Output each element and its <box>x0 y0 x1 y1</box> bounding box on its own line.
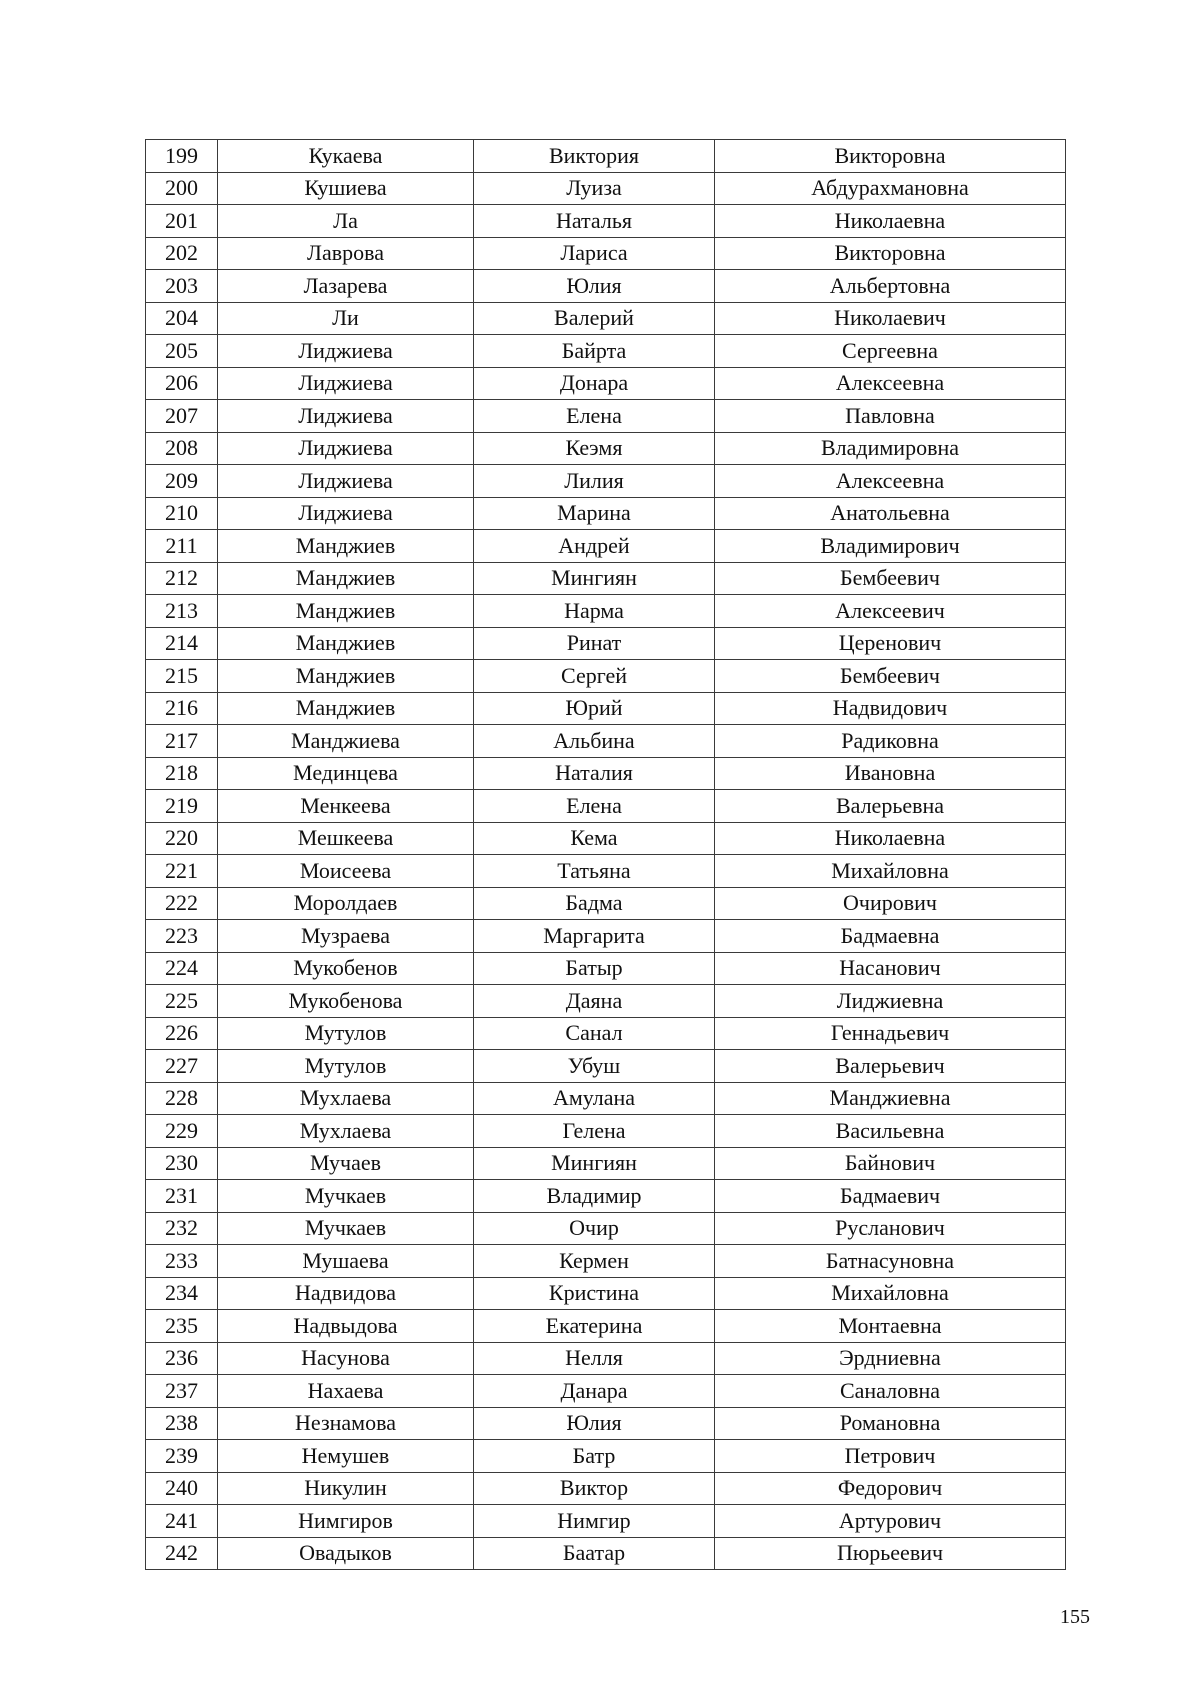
last-name-cell: Манджиев <box>218 562 474 595</box>
first-name-cell: Ринат <box>474 627 715 660</box>
last-name-cell: Незнамова <box>218 1407 474 1440</box>
patronymic-cell: Бембеевич <box>715 562 1066 595</box>
first-name-cell: Марина <box>474 497 715 530</box>
table-row <box>146 432 1066 465</box>
table-row <box>146 562 1066 595</box>
table-row <box>146 1277 1066 1310</box>
patronymic-cell: Бадмаевна <box>715 920 1066 953</box>
patronymic-cell: Ивановна <box>715 757 1066 790</box>
last-name-cell: Мушаева <box>218 1245 474 1278</box>
patronymic-cell: Валерьевна <box>715 790 1066 823</box>
row-number-cell: 200 <box>146 172 218 205</box>
patronymic-cell: Федорович <box>715 1472 1066 1505</box>
row-number-cell: 201 <box>146 205 218 238</box>
last-name-cell: Лиджиева <box>218 335 474 368</box>
first-name-cell: Виктор <box>474 1472 715 1505</box>
last-name-cell: Лазарева <box>218 270 474 303</box>
table-row <box>146 757 1066 790</box>
table-row <box>146 1310 1066 1343</box>
table-row <box>146 1440 1066 1473</box>
first-name-cell: Мингиян <box>474 562 715 595</box>
row-number-cell: 219 <box>146 790 218 823</box>
patronymic-cell: Алексеевна <box>715 367 1066 400</box>
table-row <box>146 497 1066 530</box>
table-row <box>146 1407 1066 1440</box>
row-number-cell: 238 <box>146 1407 218 1440</box>
table-row <box>146 367 1066 400</box>
row-number-cell: 236 <box>146 1342 218 1375</box>
table-row <box>146 1050 1066 1083</box>
last-name-cell: Ла <box>218 205 474 238</box>
last-name-cell: Моисеева <box>218 855 474 888</box>
row-number-cell: 234 <box>146 1277 218 1310</box>
last-name-cell: Мучкаев <box>218 1212 474 1245</box>
row-number-cell: 228 <box>146 1082 218 1115</box>
last-name-cell: Нимгиров <box>218 1505 474 1538</box>
first-name-cell: Кема <box>474 822 715 855</box>
first-name-cell: Батыр <box>474 952 715 985</box>
last-name-cell: Кушиева <box>218 172 474 205</box>
last-name-cell: Мешкеева <box>218 822 474 855</box>
patronymic-cell: Михайловна <box>715 855 1066 888</box>
last-name-cell: Кукаева <box>218 140 474 173</box>
table-row <box>146 302 1066 335</box>
last-name-cell: Лаврова <box>218 237 474 270</box>
first-name-cell: Кеэмя <box>474 432 715 465</box>
patronymic-cell: Николаевич <box>715 302 1066 335</box>
last-name-cell: Нахаева <box>218 1375 474 1408</box>
first-name-cell: Кермен <box>474 1245 715 1278</box>
last-name-cell: Манджиев <box>218 627 474 660</box>
row-number-cell: 202 <box>146 237 218 270</box>
table-row <box>146 627 1066 660</box>
row-number-cell: 203 <box>146 270 218 303</box>
table-row <box>146 1147 1066 1180</box>
first-name-cell: Альбина <box>474 725 715 758</box>
table-row <box>146 985 1066 1018</box>
first-name-cell: Луиза <box>474 172 715 205</box>
first-name-cell: Юрий <box>474 692 715 725</box>
table-row <box>146 1505 1066 1538</box>
patronymic-cell: Алексеевна <box>715 465 1066 498</box>
table-row <box>146 465 1066 498</box>
patronymic-cell: Михайловна <box>715 1277 1066 1310</box>
row-number-cell: 226 <box>146 1017 218 1050</box>
patronymic-cell: Радиковна <box>715 725 1066 758</box>
first-name-cell: Сергей <box>474 660 715 693</box>
first-name-cell: Татьяна <box>474 855 715 888</box>
patronymic-cell: Очирович <box>715 887 1066 920</box>
first-name-cell: Елена <box>474 790 715 823</box>
row-number-cell: 212 <box>146 562 218 595</box>
patronymic-cell: Валерьевич <box>715 1050 1066 1083</box>
table-row <box>146 237 1066 270</box>
row-number-cell: 220 <box>146 822 218 855</box>
last-name-cell: Манджиев <box>218 595 474 628</box>
last-name-cell: Менкеева <box>218 790 474 823</box>
row-number-cell: 231 <box>146 1180 218 1213</box>
patronymic-cell: Батнасуновна <box>715 1245 1066 1278</box>
row-number-cell: 222 <box>146 887 218 920</box>
last-name-cell: Мухлаева <box>218 1082 474 1115</box>
row-number-cell: 209 <box>146 465 218 498</box>
last-name-cell: Мутулов <box>218 1017 474 1050</box>
row-number-cell: 215 <box>146 660 218 693</box>
first-name-cell: Убуш <box>474 1050 715 1083</box>
first-name-cell: Валерий <box>474 302 715 335</box>
patronymic-cell: Владимирович <box>715 530 1066 563</box>
last-name-cell: Мухлаева <box>218 1115 474 1148</box>
last-name-cell: Мединцева <box>218 757 474 790</box>
first-name-cell: Юлия <box>474 1407 715 1440</box>
last-name-cell: Мутулов <box>218 1050 474 1083</box>
row-number-cell: 237 <box>146 1375 218 1408</box>
table-row <box>146 1212 1066 1245</box>
row-number-cell: 208 <box>146 432 218 465</box>
patronymic-cell: Алексеевич <box>715 595 1066 628</box>
first-name-cell: Даяна <box>474 985 715 1018</box>
table-row <box>146 400 1066 433</box>
row-number-cell: 211 <box>146 530 218 563</box>
row-number-cell: 207 <box>146 400 218 433</box>
last-name-cell: Лиджиева <box>218 465 474 498</box>
patronymic-cell: Петрович <box>715 1440 1066 1473</box>
patronymic-cell: Абдурахмановна <box>715 172 1066 205</box>
table-row <box>146 1537 1066 1570</box>
first-name-cell: Нарма <box>474 595 715 628</box>
patronymic-cell: Викторовна <box>715 140 1066 173</box>
row-number-cell: 216 <box>146 692 218 725</box>
row-number-cell: 218 <box>146 757 218 790</box>
table-row <box>146 692 1066 725</box>
table-row <box>146 1342 1066 1375</box>
first-name-cell: Баатар <box>474 1537 715 1570</box>
table-row <box>146 595 1066 628</box>
patronymic-cell: Геннадьевич <box>715 1017 1066 1050</box>
first-name-cell: Елена <box>474 400 715 433</box>
row-number-cell: 241 <box>146 1505 218 1538</box>
table-row <box>146 270 1066 303</box>
patronymic-cell: Сергеевна <box>715 335 1066 368</box>
first-name-cell: Нелля <box>474 1342 715 1375</box>
last-name-cell: Мучаев <box>218 1147 474 1180</box>
last-name-cell: Лиджиева <box>218 367 474 400</box>
last-name-cell: Манджиев <box>218 692 474 725</box>
first-name-cell: Юлия <box>474 270 715 303</box>
patronymic-cell: Николаевна <box>715 205 1066 238</box>
last-name-cell: Мукобенов <box>218 952 474 985</box>
table-row <box>146 335 1066 368</box>
last-name-cell: Лиджиева <box>218 497 474 530</box>
row-number-cell: 242 <box>146 1537 218 1570</box>
row-number-cell: 217 <box>146 725 218 758</box>
row-number-cell: 233 <box>146 1245 218 1278</box>
row-number-cell: 239 <box>146 1440 218 1473</box>
table-row <box>146 887 1066 920</box>
last-name-cell: Мукобенова <box>218 985 474 1018</box>
table-row <box>146 205 1066 238</box>
table-row <box>146 1017 1066 1050</box>
row-number-cell: 210 <box>146 497 218 530</box>
last-name-cell: Лиджиева <box>218 400 474 433</box>
patronymic-cell: Саналовна <box>715 1375 1066 1408</box>
page-number: 155 <box>1060 1606 1090 1628</box>
first-name-cell: Наталья <box>474 205 715 238</box>
table-row <box>146 660 1066 693</box>
first-name-cell: Донара <box>474 367 715 400</box>
row-number-cell: 227 <box>146 1050 218 1083</box>
last-name-cell: Надвыдова <box>218 1310 474 1343</box>
table-row <box>146 1375 1066 1408</box>
first-name-cell: Бадма <box>474 887 715 920</box>
patronymic-cell: Лиджиевна <box>715 985 1066 1018</box>
last-name-cell: Ли <box>218 302 474 335</box>
patronymic-cell: Надвидович <box>715 692 1066 725</box>
table-row <box>146 790 1066 823</box>
patronymic-cell: Альбертовна <box>715 270 1066 303</box>
patronymic-cell: Русланович <box>715 1212 1066 1245</box>
row-number-cell: 205 <box>146 335 218 368</box>
last-name-cell: Никулин <box>218 1472 474 1505</box>
row-number-cell: 224 <box>146 952 218 985</box>
last-name-cell: Овадыков <box>218 1537 474 1570</box>
names-table <box>145 139 1066 1570</box>
patronymic-cell: Павловна <box>715 400 1066 433</box>
row-number-cell: 199 <box>146 140 218 173</box>
table-row <box>146 1115 1066 1148</box>
first-name-cell: Батр <box>474 1440 715 1473</box>
table-row <box>146 1180 1066 1213</box>
patronymic-cell: Артурович <box>715 1505 1066 1538</box>
patronymic-cell: Эрдниевна <box>715 1342 1066 1375</box>
first-name-cell: Данара <box>474 1375 715 1408</box>
last-name-cell: Немушев <box>218 1440 474 1473</box>
last-name-cell: Надвидова <box>218 1277 474 1310</box>
row-number-cell: 229 <box>146 1115 218 1148</box>
patronymic-cell: Церенович <box>715 627 1066 660</box>
row-number-cell: 206 <box>146 367 218 400</box>
first-name-cell: Лариса <box>474 237 715 270</box>
table-row <box>146 1082 1066 1115</box>
last-name-cell: Манджиева <box>218 725 474 758</box>
last-name-cell: Моролдаев <box>218 887 474 920</box>
table-row <box>146 920 1066 953</box>
last-name-cell: Музраева <box>218 920 474 953</box>
table-row <box>146 530 1066 563</box>
row-number-cell: 232 <box>146 1212 218 1245</box>
last-name-cell: Мучкаев <box>218 1180 474 1213</box>
last-name-cell: Насунова <box>218 1342 474 1375</box>
row-number-cell: 230 <box>146 1147 218 1180</box>
first-name-cell: Екатерина <box>474 1310 715 1343</box>
first-name-cell: Наталия <box>474 757 715 790</box>
first-name-cell: Виктория <box>474 140 715 173</box>
first-name-cell: Андрей <box>474 530 715 563</box>
patronymic-cell: Бадмаевич <box>715 1180 1066 1213</box>
first-name-cell: Байрта <box>474 335 715 368</box>
patronymic-cell: Николаевна <box>715 822 1066 855</box>
last-name-cell: Манджиев <box>218 660 474 693</box>
last-name-cell: Манджиев <box>218 530 474 563</box>
patronymic-cell: Монтаевна <box>715 1310 1066 1343</box>
table-row <box>146 725 1066 758</box>
table-row <box>146 855 1066 888</box>
table-row <box>146 140 1066 173</box>
first-name-cell: Мингиян <box>474 1147 715 1180</box>
table-row <box>146 1245 1066 1278</box>
table-row <box>146 822 1066 855</box>
row-number-cell: 240 <box>146 1472 218 1505</box>
first-name-cell: Кристина <box>474 1277 715 1310</box>
patronymic-cell: Викторовна <box>715 237 1066 270</box>
first-name-cell: Маргарита <box>474 920 715 953</box>
table-row <box>146 1472 1066 1505</box>
first-name-cell: Владимир <box>474 1180 715 1213</box>
row-number-cell: 223 <box>146 920 218 953</box>
table-row <box>146 172 1066 205</box>
patronymic-cell: Пюрьеевич <box>715 1537 1066 1570</box>
first-name-cell: Санал <box>474 1017 715 1050</box>
table-row <box>146 952 1066 985</box>
row-number-cell: 221 <box>146 855 218 888</box>
row-number-cell: 235 <box>146 1310 218 1343</box>
first-name-cell: Амулана <box>474 1082 715 1115</box>
first-name-cell: Гелена <box>474 1115 715 1148</box>
row-number-cell: 214 <box>146 627 218 660</box>
patronymic-cell: Анатольевна <box>715 497 1066 530</box>
row-number-cell: 213 <box>146 595 218 628</box>
patronymic-cell: Романовна <box>715 1407 1066 1440</box>
first-name-cell: Очир <box>474 1212 715 1245</box>
names-table-body <box>146 140 1066 1570</box>
patronymic-cell: Насанович <box>715 952 1066 985</box>
first-name-cell: Лилия <box>474 465 715 498</box>
row-number-cell: 225 <box>146 985 218 1018</box>
first-name-cell: Нимгир <box>474 1505 715 1538</box>
patronymic-cell: Байнович <box>715 1147 1066 1180</box>
patronymic-cell: Владимировна <box>715 432 1066 465</box>
row-number-cell: 204 <box>146 302 218 335</box>
patronymic-cell: Манджиевна <box>715 1082 1066 1115</box>
patronymic-cell: Бембеевич <box>715 660 1066 693</box>
patronymic-cell: Васильевна <box>715 1115 1066 1148</box>
last-name-cell: Лиджиева <box>218 432 474 465</box>
